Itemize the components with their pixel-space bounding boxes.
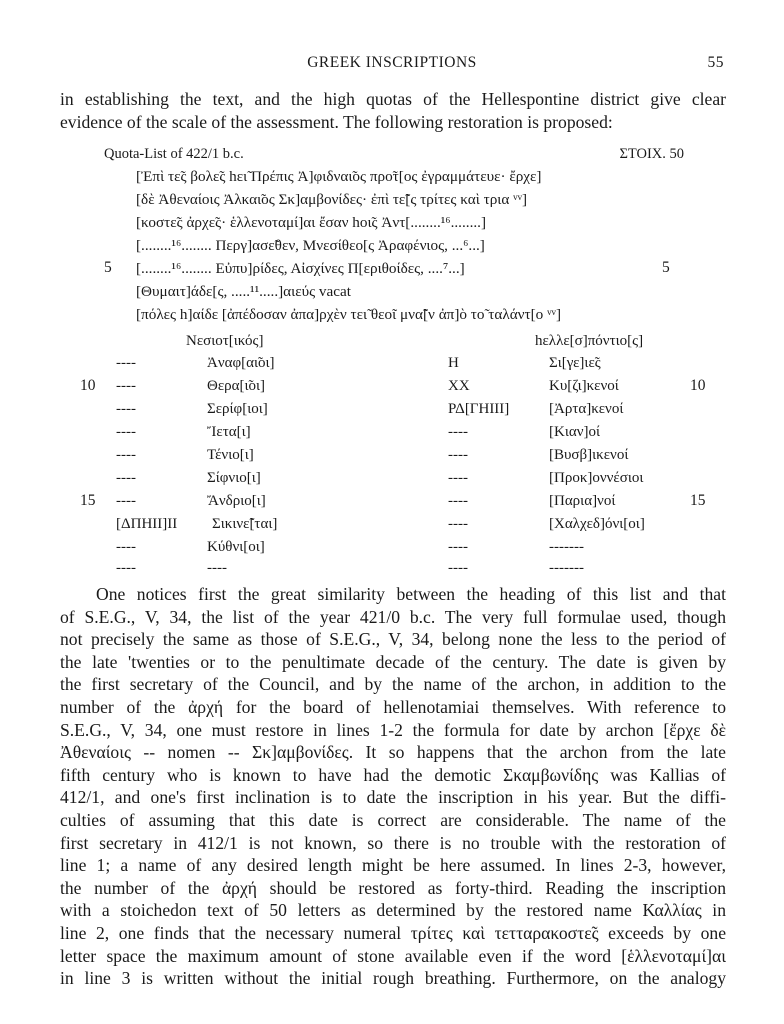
- intro-line-1: in establishing the text, and the high quotas of the Hellespontine district give clear: [60, 89, 726, 109]
- right-name: [Κιαν]οί: [549, 424, 601, 440]
- commentary-line: number of the ἀρχή for the board of hellenotamiai themselves. With reference to: [60, 697, 726, 717]
- left-name: ----: [207, 560, 227, 576]
- right-amount: ----: [448, 493, 468, 509]
- line-number-right: 10: [690, 377, 706, 394]
- quota-list-title: Quota-List of 422/1 b.c.: [104, 146, 244, 162]
- commentary-line: of S.E.G., V, 34, the list of the year 421/0 b.c. The very full formulae used, though: [60, 606, 726, 627]
- commentary-line: S.E.G., V, 34, one must restore in lines 1-2 the formula for date by archon [ἔρχε δὲ: [60, 719, 726, 740]
- left-name: Ἴετα[ι]: [207, 424, 251, 440]
- commentary-line: One notices first the great similarity between the heading of this list and that: [96, 584, 726, 604]
- right-amount: Η: [448, 355, 459, 371]
- right-amount: ----: [448, 516, 468, 532]
- line-number-right: 15: [690, 492, 706, 509]
- commentary-line: not precisely the same as those of S.E.G., V, 34, belong none the less to the period of: [60, 629, 726, 650]
- intro-line-2: evidence of the scale of the assessment. The following restoration is proposed:: [60, 112, 613, 132]
- left-name: Τένιο[ι]: [207, 447, 254, 463]
- right-amount: ΧΧ: [448, 378, 470, 394]
- commentary-line: first secretary in 412/1 is not known, so there is no trouble with the restoration of: [60, 832, 726, 853]
- right-amount: ----: [448, 560, 468, 576]
- right-name: -------: [549, 560, 584, 576]
- left-name: Σερίφ[ιοι]: [207, 401, 268, 417]
- commentary-line: line 1; a name of any desired length might be here assumed. In lines 2-3, however,: [60, 855, 726, 876]
- commentary-line: with a stoichedon text of 50 letters as determined by the restored name Καλλίας in: [60, 900, 726, 921]
- right-name: -------: [549, 539, 584, 555]
- line-number-left: 15: [80, 492, 96, 509]
- commentary-line: fifth century who is known to have had the demotic Σκαμβωνίδης was Kallias of: [60, 764, 726, 785]
- inscription-line: [πόλες h]αίδε [ἀπέδοσαν ἀπα]ρχὲν τει̃ θεο̃ι μνα̃[ν ἀπ]ὸ το̃ ταλάντ[ο ᵛᵛ]: [136, 306, 562, 323]
- right-amount: ----: [448, 470, 468, 486]
- right-name: [Προκ]οννέσιοι: [549, 470, 644, 486]
- inscription-line: [δὲ Ἀθεναίοις Ἀλκαι̃ος Σκ]αμβονίδες· ἐπὶ τε̃[ς τρίτες καὶ τρια ᵛᵛ]: [136, 191, 528, 208]
- right-name: [Παρια]νοί: [549, 493, 616, 509]
- commentary-line: in line 3 is written without the initial rough breathing. Furthermore, on the analogy: [60, 968, 726, 989]
- commentary-line: line 2, one finds that the necessary numeral τρίτες καὶ τετταρακοστε̃ς exceeds by one: [60, 923, 726, 943]
- commentary-line: the number of the ἀρχή should be restored as forty-third. Reading the inscription: [60, 877, 726, 898]
- inscription-line: [........¹⁶........ Περγ]ασε̃θεν, Μνεσίθεο[ς Ἀραφένιος, ...⁶...]: [136, 237, 485, 254]
- left-amount: ----: [116, 424, 136, 440]
- right-amount: ----: [448, 539, 468, 555]
- left-name: Ἄνδριο[ι]: [207, 493, 266, 509]
- commentary-line: culties of assuming that this date is correct are considerable. The name of the: [60, 810, 726, 830]
- left-amount: ----: [116, 447, 136, 463]
- left-amount: ----: [116, 355, 136, 371]
- quota-list-heading: [104, 146, 684, 163]
- page-number: 55: [707, 54, 724, 71]
- right-name: [Ἀρτα]κενοί: [549, 401, 624, 417]
- inscription-line: [κοστε̃ς ἀρχε̃ς· ἑλλενοταμί]αι ἔσαν hοι̃ς Ἀντ[........¹⁶........]: [136, 214, 487, 231]
- right-name: Σι[γε]ιε̃ς: [549, 355, 601, 371]
- stoichedon-label: ΣΤΟΙΧ. 50: [619, 146, 684, 162]
- inscription-line: [Ἐπὶ τε̃ς βολε̃ς hει̃ Πρέπις Ἀ]φιδναι̃ος προ̃τ[ος ἐγραμμάτευε· ἔρχε]: [136, 168, 542, 185]
- left-amount: ----: [116, 470, 136, 486]
- line-number-left: 5: [104, 259, 112, 276]
- commentary-line: the first secretary of the Council, and by the name of the archon, in addition to the: [60, 674, 726, 695]
- inscription-line: [Θυμαιτ]άδε[ς, .....¹¹.....]αιεύς vacat: [136, 283, 351, 300]
- left-name: Σίφνιο[ι]: [207, 470, 261, 486]
- left-amount: [ΔΠΗΙΙ]ΙΙ: [116, 516, 178, 532]
- commentary-line: Ἀθεναίοις -- nomen -- Σκ]αμβονίδες. It so happens that the archon from the late: [60, 742, 726, 763]
- left-name: Σικινε̃[ται]: [212, 516, 278, 532]
- line-number-right: 5: [662, 259, 670, 276]
- commentary-line: 412/1, and one's first inclination is to date the inscription in his year. But the diffi-: [60, 787, 726, 808]
- running-head-title: GREEK INSCRIPTIONS: [307, 54, 477, 71]
- commentary-line: the late 'twenties or to the penultimate decade of the century. The date is given by: [60, 651, 726, 672]
- line-number-left: 10: [80, 377, 96, 394]
- left-name: Κύθνι[οι]: [207, 539, 265, 555]
- left-amount: ----: [116, 560, 136, 576]
- right-name: [Βυσβ]ικενοί: [549, 447, 629, 463]
- right-name: [Χαλχεδ]όνι[οι]: [549, 516, 645, 532]
- right-amount: ----: [448, 424, 468, 440]
- left-name: Ἀναφ[αι̃οι]: [207, 355, 275, 371]
- left-name: Θερα[ι̃οι]: [207, 378, 266, 394]
- right-amount: ----: [448, 447, 468, 463]
- inscription-line: [........¹⁶........ Εὐπυ]ρίδες, Αἰσχίνες Π[εριθοίδες, ....⁷...]: [136, 260, 465, 277]
- left-column-header: Νεσιοτ[ικός]: [186, 333, 264, 349]
- left-amount: ----: [116, 401, 136, 417]
- left-amount: ----: [116, 539, 136, 555]
- left-amount: ----: [116, 493, 136, 509]
- commentary-line: letter space the maximum amount of stone available even if the word [ἑλλενοταμί]αι: [60, 945, 726, 966]
- right-column-header: hελλε[σ]πόντιο[ς]: [535, 333, 644, 349]
- right-amount: ΡΔ[ΓΗΙΙΙ]: [448, 401, 510, 417]
- left-amount: ----: [116, 378, 136, 394]
- right-name: Κυ[ζι]κενοί: [549, 378, 619, 394]
